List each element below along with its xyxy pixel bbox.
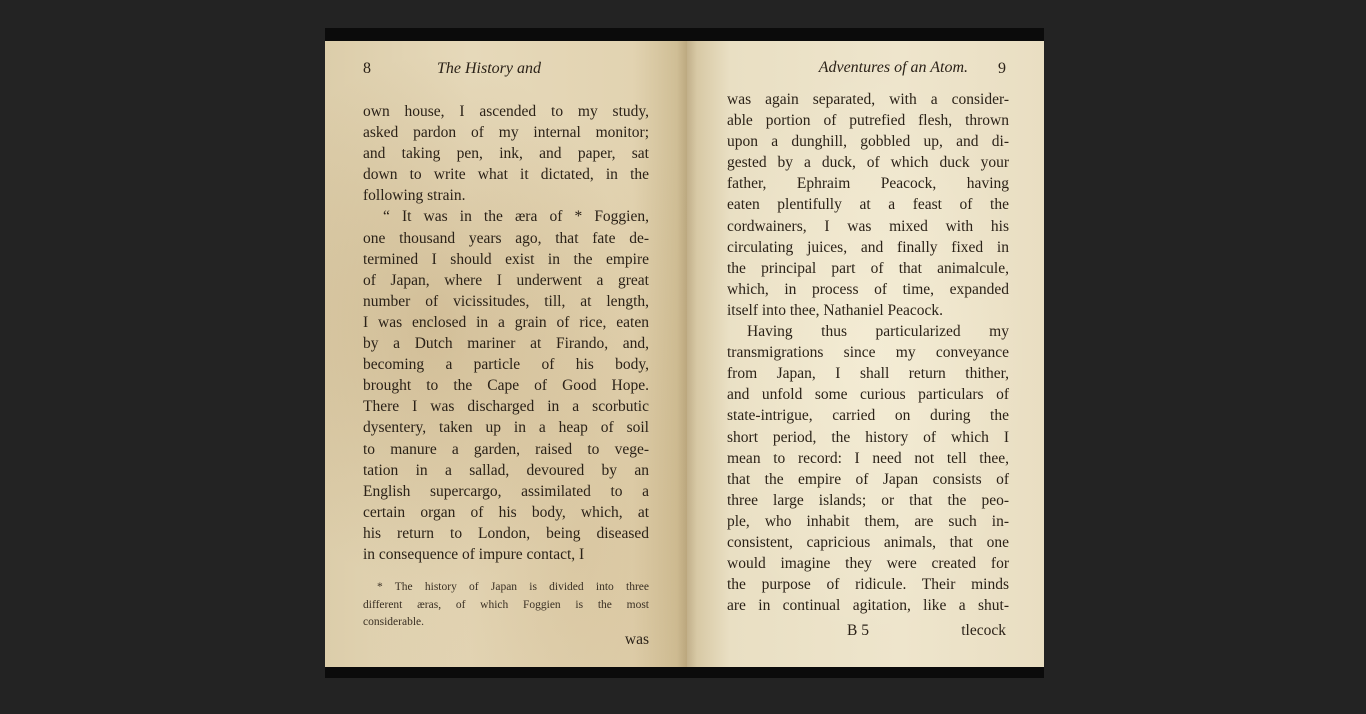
text-line: mean to record: I need not tell thee, bbox=[727, 449, 1009, 467]
text-line: and unfold some curious particulars of bbox=[727, 386, 1009, 404]
text-line: “ It was in the æra of * Foggien, bbox=[383, 208, 649, 226]
text-line: was again separated, with a consider- bbox=[727, 91, 1009, 108]
text-line: own house, I ascended to my study, bbox=[363, 103, 649, 120]
scan-frame bbox=[325, 28, 1044, 678]
text-line: are in continual agitation, like a shut- bbox=[727, 597, 1009, 615]
text-line: able portion of putrefied flesh, thrown bbox=[727, 112, 1009, 130]
text-line: gested by a duck, of which duck your bbox=[727, 154, 1009, 172]
text-line: I was enclosed in a grain of rice, eaten bbox=[363, 313, 649, 331]
left-page-number: 8 bbox=[363, 60, 371, 77]
text-line: There I was discharged in a scorbutic bbox=[363, 398, 649, 416]
text-line: becoming a particle of his body, bbox=[363, 356, 649, 374]
text-line: that the empire of Japan consists of bbox=[727, 470, 1009, 488]
text-line: eaten plentifully at a feast of the bbox=[727, 196, 1009, 214]
footnote-line: * The history of Japan is divided into three bbox=[377, 581, 649, 593]
text-line: would imagine they were created for bbox=[727, 555, 1009, 573]
right-running-title: Adventures of an Atom. bbox=[818, 59, 968, 76]
text-line: the purpose of ridicule. Their minds bbox=[727, 576, 1009, 594]
left-catchword: was bbox=[624, 631, 649, 648]
text-line: cordwainers, I was mixed with his bbox=[727, 217, 1009, 235]
text-line: asked pardon of my internal monitor; bbox=[363, 124, 649, 142]
text-line: state-intrigue, carried on during the bbox=[727, 407, 1009, 425]
right-page-number: 9 bbox=[998, 60, 1006, 77]
right-catchword: tlecock bbox=[961, 622, 1006, 639]
text-line: from Japan, I shall return thither, bbox=[727, 365, 1009, 383]
text-line: of Japan, where I underwent a great bbox=[363, 271, 649, 289]
text-line: tation in a sallad, devoured by an bbox=[363, 461, 649, 479]
text-line: certain organ of his body, which, at bbox=[363, 503, 649, 521]
left-footnote bbox=[363, 579, 649, 632]
footnote-line: different æras, of which Foggien is the most bbox=[363, 598, 649, 611]
text-line: dysentery, taken up in a heap of soil bbox=[363, 419, 649, 437]
footnote-line: considerable. bbox=[363, 616, 424, 628]
text-line: upon a dunghill, gobbled up, and di- bbox=[727, 133, 1009, 151]
text-line: his return to London, being diseased bbox=[363, 524, 649, 542]
text-line: English supercargo, assimilated to a bbox=[363, 482, 649, 500]
right-page bbox=[687, 41, 1044, 667]
left-running-title: The History and bbox=[437, 60, 541, 77]
text-line: circulating juices, and finally fixed in bbox=[727, 238, 1009, 256]
text-line: three large islands; or that the peo- bbox=[727, 491, 1009, 509]
text-line: following strain. bbox=[363, 187, 466, 205]
right-page-text bbox=[727, 89, 1009, 616]
text-line: termined I should exist in the empire bbox=[363, 250, 649, 268]
book-spread bbox=[325, 41, 1044, 667]
text-line: Having thus particularized my bbox=[747, 323, 1009, 341]
text-line: by a Dutch mariner at Firando, and, bbox=[363, 335, 649, 353]
text-line: down to write what it dictated, in the bbox=[363, 166, 649, 184]
text-line: the principal part of that animalcule, bbox=[727, 259, 1009, 277]
signature-mark: B 5 bbox=[847, 622, 869, 639]
left-page-text bbox=[363, 101, 649, 565]
text-line: father, Ephraim Peacock, having bbox=[727, 175, 1009, 193]
text-line: short period, the history of which I bbox=[727, 428, 1009, 446]
text-line: number of vicissitudes, till, at length, bbox=[363, 292, 649, 310]
text-line: itself into thee, Nathaniel Peacock. bbox=[727, 301, 944, 319]
text-line: and taking pen, ink, and paper, sat bbox=[363, 145, 649, 163]
text-line: which, in process of time, expanded bbox=[727, 280, 1009, 298]
text-line: in consequence of impure contact, I bbox=[363, 545, 585, 563]
text-line: to manure a garden, raised to vege- bbox=[363, 440, 649, 458]
text-line: consistent, capricious animals, that one bbox=[727, 533, 1009, 551]
text-line: transmigrations since my conveyance bbox=[727, 344, 1009, 362]
text-line: one thousand years ago, that fate de- bbox=[363, 229, 649, 247]
text-line: brought to the Cape of Good Hope. bbox=[363, 377, 649, 395]
text-line: ple, who inhabit them, are such in- bbox=[727, 512, 1009, 530]
left-page bbox=[325, 41, 687, 667]
